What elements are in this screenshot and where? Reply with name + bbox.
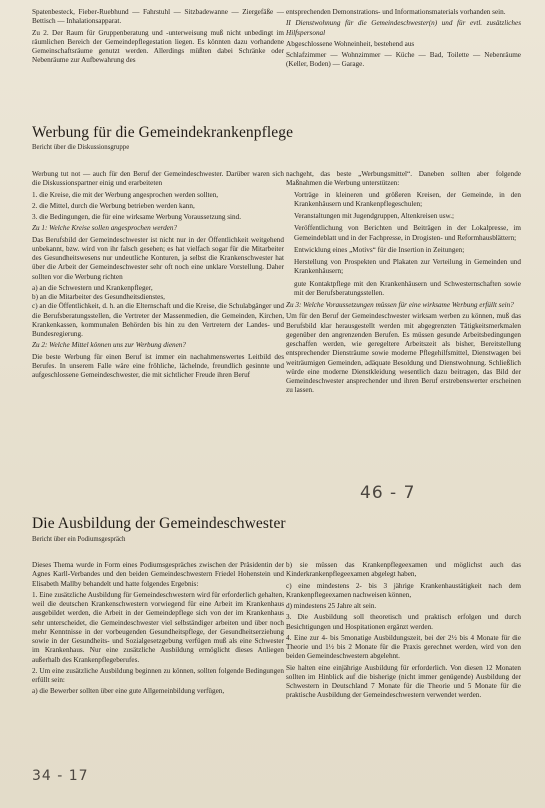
paragraph: Sie halten eine einjährige Ausbildung für erforderlich. Von diesen 12 Monaten sollten im Hinblick auf die bisherige (nicht immer genügende) Ausbildung der Schwestern in Deutschland 7 Monate für die Theorie und 5 Monate für die praktische Ausbildung der Gemeindeschwestern verwendet werden.: [286, 663, 521, 700]
top-right-column: [286, 8, 521, 72]
list-item: b) sie müssen das Krankenpflegeexamen und möglichst auch das Kinderkrankenpflegeexamen abgelegt haben,: [286, 561, 521, 579]
question-heading: Zu 1: Welche Kreise sollen angesprochen werden?: [32, 224, 178, 233]
list-item: 3. Die Ausbildung soll theoretisch und praktisch erfolgen und durch Besichtigungen und Hospitationen ergänzt werden.: [286, 613, 521, 631]
paragraph: Die beste Werbung für einen Beruf ist immer ein nachahmenswertes Leitbild des Berufes. In unserem Falle wäre eine fröhliche, lächelnde, freundlich gesinnte und aufgeschlossene Gemeindeschwester, die mit sichtlicher Freude ihren Beruf: [32, 352, 284, 379]
paragraph: Um für den Beruf der Gemeindeschwester wirksam werben zu können, muß das Berufsbild klar herausgestellt werden mit abgegrenzten Tätigkeitsmerkmalen gegenüber den angrenzenden Berufen. Es müssen gesunde Arbeitsbedingungen geschaffen werden, wie geregeltere Arbeitszeit als bisher, Bereitstellung entsprechender Diensträume sowie moderne Pflegehilfsmittel, Dienstwagen bei weiträumigen Gemeinden, adäquate Besoldung und Dienstwohnung. Schließlich würde eine moderne Dienstkleidung wesentlich dazu beitragen, das Bild der Gemeindeschwester ansprechender und ihren Beruf erstrebenswerter erscheinen zu lassen.: [286, 312, 521, 395]
list-item: c) an die Öffentlichkeit, d. h. an die Elternschaft und die Kreise, die Schulabgänger und die Berufsberatungsstellen, die Vertreter der Massenmedien, die Gemeinden, Kirchen, Krankenkassen, kommunalen Behörden bis hin zu den Vertretern der Landes- und Bundesregierung.: [32, 302, 284, 338]
section-subtitle: Bericht über die Diskussionsgruppe: [32, 144, 130, 151]
list-item: gute Kontaktpflege mit den Krankenhäusern und Schwesternschaften sowie mit der Berufsberatungsstellen.: [294, 279, 521, 297]
section1-left-column: [32, 170, 284, 382]
list-item: c) eine mindestens 2- bis 3 jährige Krankenhaustätigkeit nach dem Krankenpflegeexamen nachweisen können,: [286, 581, 521, 599]
list-item: a) an die Schwestern und Krankenpfleger,: [32, 283, 153, 292]
section1-right-column: [286, 170, 521, 398]
paragraph: Das Berufsbild der Gemeindeschwester ist nicht nur in der Öffentlichkeit weitgehend unbekannt, bzw. wird von ihr falsch gesehen; es hat vielfach sogar für die Mitarbeiter des Gesundheitswesens nur undeutliche Konturen, ja selbst die Krankenschwester hat über die Arbeit der Gemeindeschwester sehr oft noch eine unklare Vorstellung. Daher sollten vor die Werbung richten: [32, 235, 284, 281]
section-subtitle: Bericht über ein Podiumsgespräch: [32, 536, 126, 543]
section2-left-column: [32, 561, 284, 699]
paragraph: Werbung tut not — auch für den Beruf der Gemeindeschwester. Darüber waren sich die Diskussionspartner einig und erarbeiteten: [32, 170, 284, 188]
section-title: Die Ausbildung der Gemeindeschwester: [32, 515, 286, 532]
list-item: 3. die Bedingungen, die für eine wirksame Werbung Voraussetzung sind.: [32, 213, 242, 221]
list-item: 2. Um eine zusätzliche Ausbildung beginnen zu können, sollten folgende Bedingungen erfüllt sein:: [32, 666, 284, 684]
list-item: 1. die Kreise, die mit der Werbung angesprochen werden sollten,: [32, 190, 219, 199]
handwritten-page-number: 34 - 17: [32, 768, 89, 784]
paragraph: entsprechenden Demonstrations- und Informationsmaterials vorhanden sein.: [286, 8, 506, 16]
list-item: Entwicklung eines „Motivs“ für die Insertion in Zeitungen;: [294, 245, 465, 254]
paragraph: nachgeht, das beste „Werbungsmittel“. Daneben sollten aber folgende Maßnahmen die Werbung unterstützen:: [286, 170, 521, 188]
section2-right-column: [286, 561, 521, 703]
list-item: d) mindestens 25 Jahre alt sein.: [286, 602, 377, 610]
list-item: 2. die Mittel, durch die Werbung betrieben werden kann,: [32, 201, 195, 210]
question-heading: Zu 3: Welche Voraussetzungen müssen für eine wirksame Werbung erfüllt sein?: [286, 301, 514, 309]
list-item: 1. Eine zusätzliche Ausbildung für Gemeindeschwestern wird für erforderlich gehalten, weil die deutschen Krankenschwestern vorwiegend für eine Arbeit im Krankenhaus ausgebildet werden, die Arbeit in der Gemeindepflege sich von der im Krankenhaus sehr unterscheidet, die Gemeindeschwester viel selbständiger arbeiten und über noch mehr Kenntnisse in der vorbeugenden Gesundheitspflege, der Gesundheitserziehung sowie in der Gesundheits- und Sozialgesetzgebung verfügen muß als eine Schwester im Krankenhaus. Nur eine zusätzliche Ausbildung ermöglicht dieses Anliegen außerhalb des Krankenpflegeberufes.: [32, 590, 284, 664]
list-item: 4. Eine zur 4- bis 5monatige Ausbildungszeit, bei der 2½ bis 4 Monate für die Theorie und 1½ bis 2 Monate für die Praxis gerechnet werden, wird von den beiden Gemeindeschwestern abgelehnt.: [286, 633, 521, 661]
paragraph: Dieses Thema wurde in Form eines Podiumsgespräches zwischen der Präsidentin der Agnes Karll-Verbandes und den beiden Gemeindeschwestern Friedel Hohenstein und Elisabeth Mallby behandelt und hatte folgendes Ergebnis:: [32, 561, 284, 588]
paragraph: II Dienstwohnung für die Gemeindeschwester(n) und für evtl. zusätzliches Hilfspersonal: [286, 19, 521, 37]
list-item: Vorträge in kleineren und größeren Kreisen, der Gemeinde, in den Krankenhäusern und Krankenpflegeschulen;: [294, 190, 521, 208]
paragraph: Schlafzimmer — Wohnzimmer — Küche — Bad, Toilette — Nebenräume (Keller, Boden) — Garage.: [286, 51, 521, 69]
list-item: Veranstaltungen mit Jugendgruppen, Altenkreisen usw.;: [294, 212, 455, 220]
list-item: Herstellung von Prospekten und Plakaten zur Verteilung in Gemeinden und Krankenhäusern;: [294, 258, 521, 276]
paragraph: Abgeschlossene Wohneinheit, bestehend aus: [286, 39, 415, 48]
top-left-column: [32, 8, 284, 68]
list-item: Veröffentlichung von Berichten und Beiträgen in der Lokalpresse, im Gemeindeblatt und in der Fachpresse, in Drogisten- und Reformhausblättern;: [294, 224, 521, 242]
list-item: a) die Bewerber sollten über eine gute Allgemeinbildung verfügen,: [32, 687, 225, 696]
paragraph: Zu 2. Der Raum für Gruppenberatung und -unterweisung muß nicht unbedingt im räumlichen Bereich der Gemeindepflegestation liegen. Es könnten dazu vorhandene Gemeinschaftsräume genutzt werden. Allerdings müßten dabei Schränke oder Nebenräume zur Aufbewahrung des: [32, 28, 284, 65]
handwritten-note: 46 - 7: [360, 483, 416, 503]
list-item: b) an die Mitarbeiter des Gesundheitsdienstes,: [32, 293, 165, 301]
question-heading: Zu 2: Welche Mittel können uns zur Werbung dienen?: [32, 341, 186, 350]
paragraph: Spatenbesteck, Fieber-Ruebhund — Fahrstuhl — Sitzbadewanne — Ziergefäße — Bettisch — Inhalationsapparat.: [32, 8, 284, 26]
section-title: Werbung für die Gemeindekrankenpflege: [32, 124, 294, 141]
